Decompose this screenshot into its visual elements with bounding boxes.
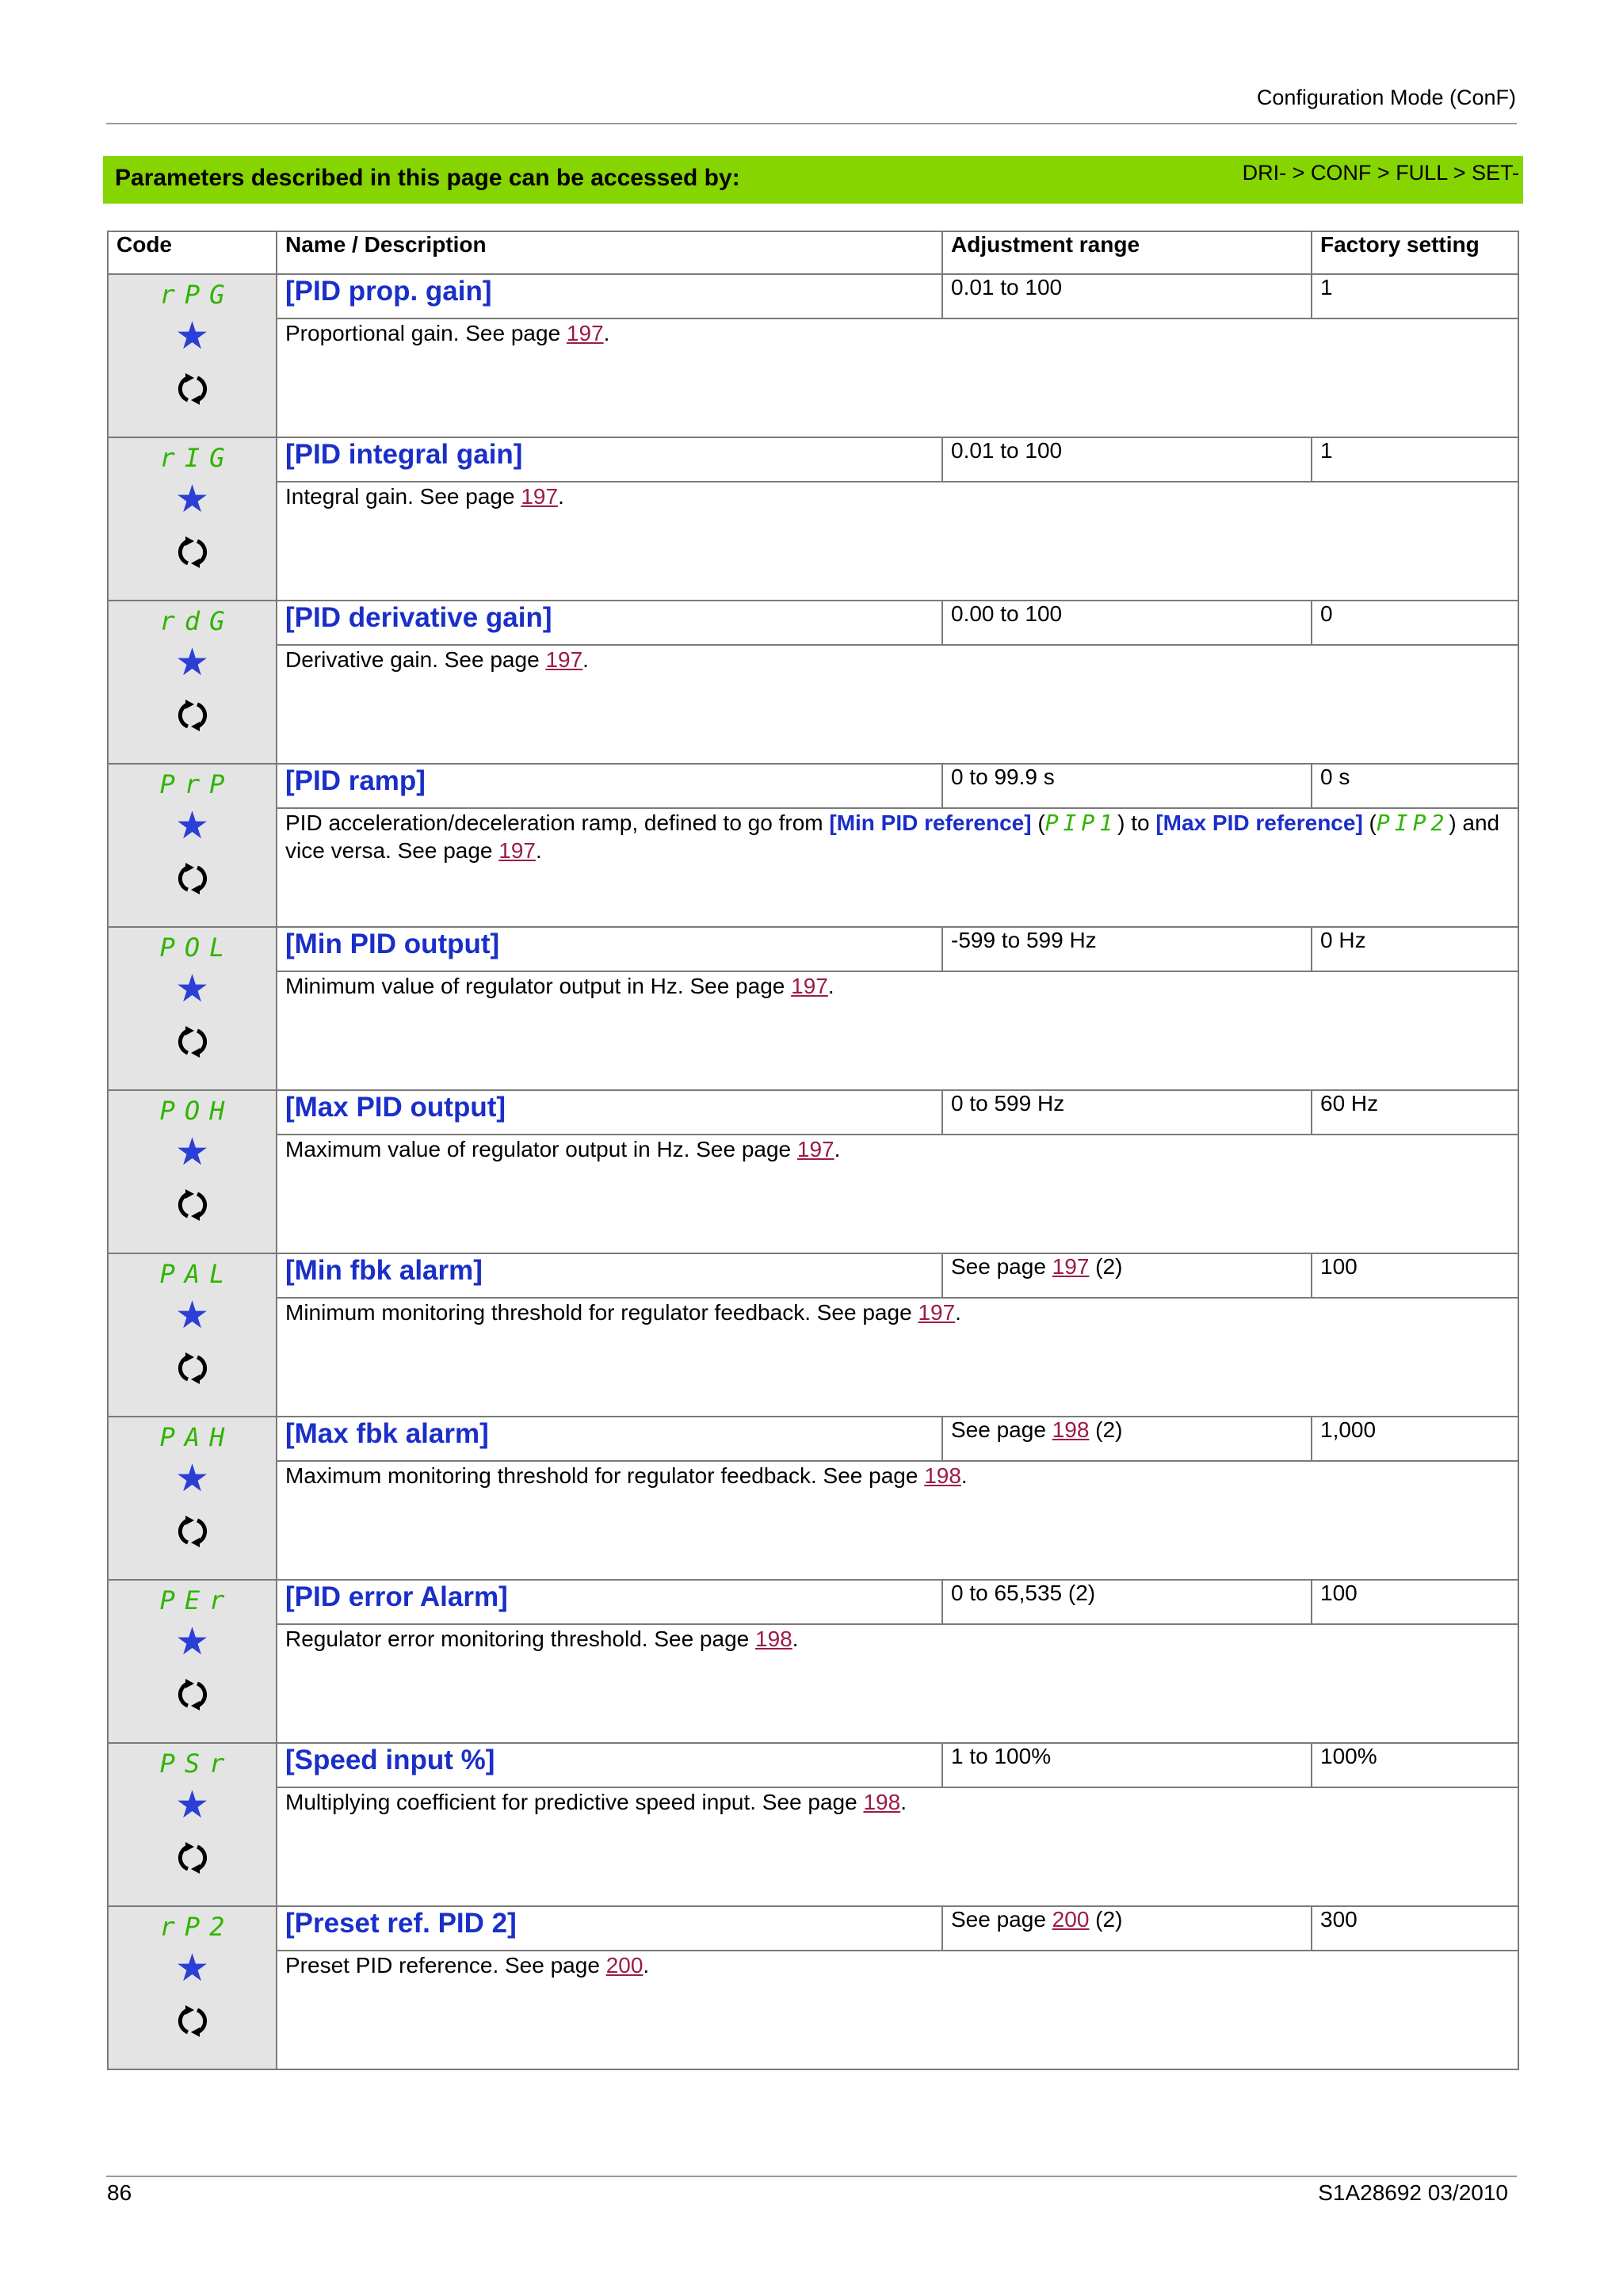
star-icon: ★ (174, 1947, 210, 1989)
cycle-icon (175, 1188, 210, 1222)
description-row (108, 1787, 1518, 1906)
page-link[interactable]: 197 (918, 1300, 956, 1325)
adjustment-range: 0.01 to 100 (942, 437, 1312, 482)
parameter-code: PrP (159, 769, 235, 799)
parameter-name: [Max PID output] (285, 1092, 506, 1123)
parameter-name: [Preset ref. PID 2] (285, 1908, 517, 1939)
cycle-icon (175, 535, 210, 570)
code-cell (108, 1417, 277, 1580)
description-row (108, 971, 1518, 1090)
parameter-name-cell (277, 1417, 942, 1461)
parameter-description: Integral gain. See page 197. (277, 482, 1518, 601)
parameter-code: rP2 (159, 1912, 235, 1942)
star-icon: ★ (174, 642, 210, 684)
parameter-name-cell (277, 1906, 942, 1951)
table-row (108, 1906, 1518, 1951)
banner-text: Parameters described in this page can be accessed by: (115, 165, 740, 191)
parameter-code-inline: PIP1 (1044, 810, 1118, 836)
factory-setting: 1,000 (1312, 1417, 1518, 1461)
header-range: Adjustment range (942, 231, 1312, 274)
parameter-name-cell (277, 274, 942, 318)
table-row (108, 437, 1518, 482)
code-cell (108, 1253, 277, 1417)
parameter-description: Minimum value of regulator output in Hz. See page 197. (277, 971, 1518, 1090)
parameter-code: POL (159, 933, 235, 963)
parameter-code: PSr (159, 1749, 235, 1779)
adjustment-range: See page 197 (2) (942, 1253, 1312, 1298)
parameter-code: PAH (159, 1422, 235, 1452)
table-row (108, 601, 1518, 645)
star-icon: ★ (174, 479, 210, 521)
description-row (108, 1461, 1518, 1580)
parameter-code: rIG (159, 443, 235, 473)
cycle-icon (175, 1514, 210, 1549)
parameter-code-inline: PIP2 (1376, 810, 1449, 836)
parameter-description: Multiplying coefficient for predictive speed input. See page 198. (277, 1787, 1518, 1906)
footer-divider (106, 2176, 1517, 2177)
page-link[interactable]: 200 (1052, 1907, 1090, 1932)
parameter-name-cell (277, 927, 942, 971)
star-icon: ★ (174, 1784, 210, 1826)
star-icon: ★ (174, 1458, 210, 1500)
parameter-name: [Max fbk alarm] (285, 1418, 489, 1449)
factory-setting: 0 (1312, 601, 1518, 645)
page-link[interactable]: 197 (545, 647, 583, 672)
star-icon: ★ (174, 315, 210, 357)
page-link[interactable]: 198 (755, 1627, 792, 1651)
factory-setting: 0 s (1312, 764, 1518, 808)
factory-setting: 0 Hz (1312, 927, 1518, 971)
description-row (108, 1135, 1518, 1253)
description-row (108, 318, 1518, 437)
cycle-icon (175, 1351, 210, 1386)
star-icon: ★ (174, 1621, 210, 1663)
cycle-icon (175, 372, 210, 406)
parameter-name: [PID error Alarm] (285, 1581, 508, 1612)
code-cell (108, 437, 277, 601)
parameter-description: Minimum monitoring threshold for regulator feedback. See page 197. (277, 1298, 1518, 1417)
table-row (108, 1580, 1518, 1624)
cycle-icon (175, 1840, 210, 1875)
parameter-code: PEr (159, 1585, 235, 1615)
cycle-icon (175, 2004, 210, 2039)
page-number: 86 (107, 2180, 132, 2205)
parameter-reference: [Min PID reference] (829, 810, 1032, 835)
page-link[interactable]: 197 (791, 974, 828, 998)
parameter-table-body (108, 274, 1518, 2069)
cycle-icon (175, 698, 210, 733)
table-row (108, 1743, 1518, 1787)
parameter-table (107, 231, 1519, 2070)
parameter-description: Maximum monitoring threshold for regulator feedback. See page 198. (277, 1461, 1518, 1580)
parameter-code: PAL (159, 1259, 235, 1289)
parameter-name-cell (277, 437, 942, 482)
parameter-reference: [Max PID reference] (1155, 810, 1363, 835)
adjustment-range: 0 to 599 Hz (942, 1090, 1312, 1135)
cycle-icon (175, 1677, 210, 1712)
parameter-description: PID acceleration/deceleration ramp, defined to go from [Min PID reference] (PIP1) to [Max PID reference] (PIP2) and vice versa. See page 197. (277, 808, 1518, 927)
adjustment-range: See page 200 (2) (942, 1906, 1312, 1951)
parameter-name: [PID derivative gain] (285, 602, 552, 633)
star-icon: ★ (174, 968, 210, 1010)
description-row (108, 1298, 1518, 1417)
parameter-code: rPG (159, 280, 235, 310)
access-banner (103, 156, 1523, 204)
parameter-code: rdG (159, 606, 235, 636)
description-row (108, 1951, 1518, 2069)
parameter-name: [Speed input %] (285, 1745, 495, 1775)
parameter-description: Regulator error monitoring threshold. See page 198. (277, 1624, 1518, 1743)
parameter-name: [Min PID output] (285, 929, 500, 959)
adjustment-range: -599 to 599 Hz (942, 927, 1312, 971)
page-link[interactable]: 197 (1052, 1254, 1090, 1279)
page-link[interactable]: 198 (924, 1463, 961, 1488)
cycle-icon (175, 861, 210, 896)
adjustment-range: 1 to 100% (942, 1743, 1312, 1787)
page-link[interactable]: 197 (521, 484, 559, 509)
table-row (108, 1417, 1518, 1461)
parameter-name-cell (277, 1090, 942, 1135)
star-icon: ★ (174, 1295, 210, 1337)
code-cell (108, 927, 277, 1090)
parameter-name-cell (277, 1743, 942, 1787)
description-row (108, 808, 1518, 927)
description-row (108, 1624, 1518, 1743)
factory-setting: 1 (1312, 274, 1518, 318)
parameter-name: [PID ramp] (285, 765, 426, 796)
page-link[interactable]: 197 (498, 838, 536, 863)
parameter-code: POH (159, 1096, 235, 1126)
code-cell (108, 1580, 277, 1743)
description-row (108, 482, 1518, 601)
adjustment-range: 0 to 65,535 (2) (942, 1580, 1312, 1624)
adjustment-range: 0.00 to 100 (942, 601, 1312, 645)
parameter-description: Proportional gain. See page 197. (277, 318, 1518, 437)
document-reference: S1A28692 03/2010 (1318, 2180, 1508, 2205)
factory-setting: 100% (1312, 1743, 1518, 1787)
code-cell (108, 1743, 277, 1906)
header-name: Name / Description (277, 231, 942, 274)
factory-setting: 60 Hz (1312, 1090, 1518, 1135)
page-link[interactable]: 197 (566, 321, 604, 345)
description-row (108, 645, 1518, 764)
factory-setting: 100 (1312, 1253, 1518, 1298)
page-link[interactable]: 200 (605, 1953, 643, 1978)
adjustment-range: 0 to 99.9 s (942, 764, 1312, 808)
parameter-description: Derivative gain. See page 197. (277, 645, 1518, 764)
parameter-description: Preset PID reference. See page 200. (277, 1951, 1518, 2069)
code-cell (108, 601, 277, 764)
page-link[interactable]: 197 (796, 1137, 834, 1161)
parameter-name: [PID prop. gain] (285, 276, 492, 307)
parameter-description: Maximum value of regulator output in Hz. See page 197. (277, 1135, 1518, 1253)
cycle-icon (175, 1024, 210, 1059)
code-cell (108, 764, 277, 927)
adjustment-range: 0.01 to 100 (942, 274, 1312, 318)
parameter-name-cell (277, 1580, 942, 1624)
table-header-row (108, 231, 1518, 274)
parameter-name: [PID integral gain] (285, 439, 523, 470)
table-row (108, 274, 1518, 318)
parameter-name-cell (277, 764, 942, 808)
page-link[interactable]: 198 (863, 1790, 901, 1814)
parameter-name-cell (277, 1253, 942, 1298)
adjustment-range: See page 198 (2) (942, 1417, 1312, 1461)
code-cell (108, 1090, 277, 1253)
page-link[interactable]: 198 (1052, 1417, 1090, 1442)
table-row (108, 1090, 1518, 1135)
factory-setting: 1 (1312, 437, 1518, 482)
table-row (108, 764, 1518, 808)
code-cell (108, 274, 277, 437)
star-icon: ★ (174, 1131, 210, 1173)
parameter-name: [Min fbk alarm] (285, 1255, 483, 1286)
table-row (108, 927, 1518, 971)
header-title: Configuration Mode (ConF) (1256, 86, 1516, 109)
parameter-name-cell (277, 601, 942, 645)
table-row (108, 1253, 1518, 1298)
code-cell (108, 1906, 277, 2069)
factory-setting: 100 (1312, 1580, 1518, 1624)
header-code: Code (108, 231, 277, 274)
factory-setting: 300 (1312, 1906, 1518, 1951)
header-divider (106, 123, 1517, 124)
star-icon: ★ (174, 805, 210, 847)
banner-menu-path: DRI- > CONF > FULL > SET- (1242, 161, 1519, 185)
header-factory: Factory setting (1312, 231, 1518, 274)
